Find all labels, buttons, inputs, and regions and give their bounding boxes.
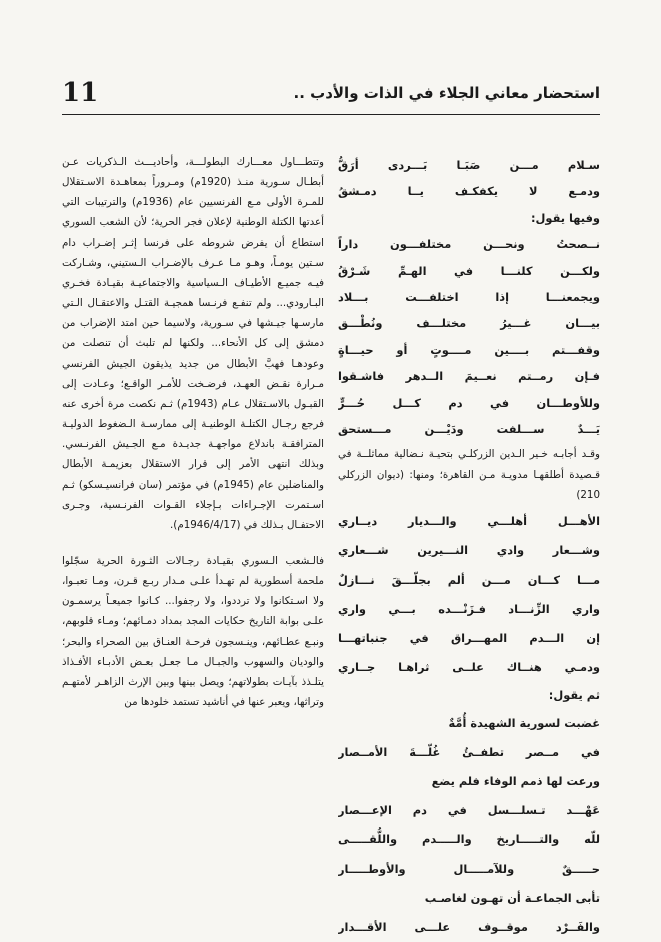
verse-line: الأهـــل أهلـــي والـــديار ديــاري bbox=[338, 514, 600, 529]
verse-line: وشـــعار وادي النـــيرين شـــعاري bbox=[338, 543, 600, 558]
verse-line: واري الزِّنـــاد فـزَنْـــده بـــي واري bbox=[338, 601, 600, 616]
verse-line: فـإن رمــتم نعــيمَ الــدهر فاشـقوا bbox=[338, 369, 600, 384]
verse-line: إن الـــدم المهـــراق في جنباتهـــا bbox=[338, 630, 600, 645]
verse-line: مـــا كـــان مـــن ألم بجلّـــقَ نـــازلٌ bbox=[338, 572, 600, 587]
verse-line: والفَــرْد موقــوف علـــى الأقـــدار bbox=[338, 920, 600, 935]
poem-column bbox=[338, 152, 600, 942]
verse-line: ويجمعنـــا إذا اختلفـــت بـــلاد bbox=[338, 289, 600, 304]
verse-line: ودمـع لا يكفكـف يــا دمـشقُ bbox=[338, 184, 600, 199]
verse-line: نــصحتُ ونحـــن مختلفـــون داراً bbox=[338, 237, 600, 252]
verse-line: وقفـــتم بــــين مــــوتٍ أو حيـــاةٍ bbox=[338, 342, 600, 357]
body-paragraph: وتتطـــاول معـــارك البطولـــة، وأحاديـــث الـذكريات عـن أبطـال سـورية منـذ (1920م) ومـروراً بمعاهـدة الاسـتقلال للمـرة الأولى مـع الفرنسيين عام (1936م) والترتيبات التي أعدتها الكتلة الوطنية لإعلان فجر الحرية؛ لأن الشعب السوري استطاع أن يفرض شروطه على فرنسا إثـر إضـراب دام سـتين يومـاً، وهـو مـا عـرف بالإضـراب الـستيني، وشـاركت فيـه جميـع الأطيـاف الـسياسية والاجتماعيـة بقيـادة فخـري البـارودي... ولم تنفـع فرنـسا همجيـة القتـل والاعتقـال الـتي مارسـها جيـشها في سـورية، ولاسيما حين امتد الإضراب من دمشق إلى كل الأنحاء... ولكنها لم تلبث أن تنصلت من وعودهـا فهبَّ الأبطال من جديد يذيقون الجيش الفرنسي مـرارة نقـض العهـد، فرضـخت للأمـر الواقـع؛ وعـادت إلى القبـول بالاسـتقلال عـام (1943م) ثـم نكصت مرة أخرى عنه فرجع رجـال الكتلـة الوطنيـة إلى ممارسـة الـضغوط الدوليـة المترافقـة باندلاع مواجهـة جديـدة مـع الجـيش الفرنـسي. وبذلك انتهى الأمر إلى قرار الاستقلال بعزيمـة الأبطال والمناضلين عام (1945م) في مؤتمر (سان فرانسيـسكو) ثـم اسـتمرت الإجـراءات بـإجلاء القـوات الفرنـسية، وجـرى الاحتفـال بـذلك في (1946/4/17م). bbox=[62, 156, 325, 531]
verse-line: غضبت لسورية الشهيدة أُمَّةٌ bbox=[448, 715, 600, 730]
verse-line: ورعت لها ذمم الوفاء فلم يضع bbox=[431, 774, 600, 789]
verse-line: ولكـــن كلنـــا في الهـمِّ شَـرْقُ bbox=[338, 263, 600, 278]
intro-paragraph: وقـد أجابـه خـير الـدين الزركلـي بتحيـة نـضالية مماثلــة في قـصيدة أطلقهـا مدويـة مـن القاهرة؛ ومنها: (ديوان الزركلي 210) bbox=[338, 448, 600, 501]
section-label: وفيها يقول: bbox=[530, 210, 600, 225]
verse-line: للّه والتـــــاريخ والـــــدم واللُّقـــــى bbox=[338, 832, 600, 847]
header-rule bbox=[62, 114, 600, 115]
verse-line: يَـــدٌ ســـلفت ودَيْـــن مـــستحق bbox=[338, 421, 600, 436]
verse-line: عَهْـــد تـسلـــسل في دم الإعـــصار bbox=[338, 803, 600, 818]
verse-line: وللأوطـــان في دم كـــل حُـــرٍّ bbox=[338, 395, 600, 410]
verse-line: بيـــان غـــيرُ مختلـــف ونُطْـــق bbox=[338, 316, 600, 331]
verse-line: في مــصر تطفــئُ غُلّـــةَ الأمــصار bbox=[338, 744, 600, 759]
verse-line: سـلام مـــن صَبَـا بَـــردى أرَقُّ bbox=[338, 158, 600, 172]
prose-column bbox=[62, 152, 324, 712]
section-label: ثم يقول: bbox=[548, 688, 600, 703]
verse-line: حـــــقٌ وللآمـــــال والأوطـــــار bbox=[338, 861, 600, 876]
verse-line: ودمـي هنــاك علــى ثراهـا جــاري bbox=[338, 660, 600, 675]
running-title: استحضار معاني الجلاء في الذات والأدب .. bbox=[293, 84, 600, 102]
page-number: 11 bbox=[62, 78, 99, 108]
body-paragraph: فالـشعب الـسوري بقيـادة رجـالات الثـورة الحرية سجّلوا ملحمة أسطورية لم تهـدأ علـى مـدار ربـع قـرن، ومـا تعبـوا، ولا اسـتكانوا ولا ترددوا، ولا رجفوا... كـانوا جميعـاً يرسمـون علـى بوابة التاريخ حكايات المجد بمداد دمـائهم؛ ومـاء قلوبهم، ونبـع عطـائهم، وينـسجون فرحـة العنـاق بين الصحراء والبحر؛ والوديان والسهوب والجبـال مـا جعـل بعـض الأدبـاء الأفـذاذ يتلـذذ بآيـات بطولاتهم؛ ويصل بينها وبين الإرث الزاهـر لأمتهـم وتراثها، ويعبر عنها في أناشيد تستمد خلودها من bbox=[62, 554, 324, 709]
verse-line: تأبى الجماعـة أن تهـون لغاصـب bbox=[424, 890, 600, 905]
page-header bbox=[62, 78, 600, 110]
